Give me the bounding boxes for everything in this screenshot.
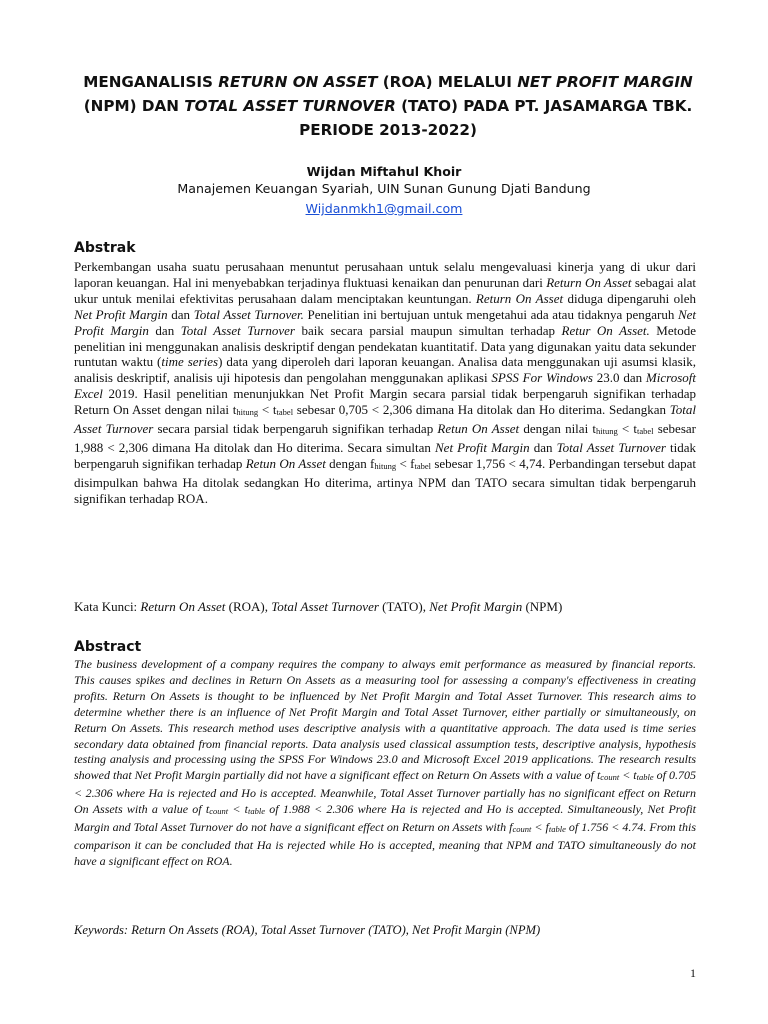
page-number: 1 [690,966,696,980]
abstrak-heading: Abstrak [74,240,136,256]
abstract-heading: Abstract [74,639,142,655]
abstract-body: The business development of a company requires the company to always emit performance as measured by financial reports. This causes spikes and declines in Return On Assets as a measuring tool for assessing a company's effectiveness in creating profits. Return On Assets is thought to be influenced by Net Profit Margin and Total Asset Turnover. This research aims to determine whether there is an influence of Net Profit Margin and Total Asset Turnover, either partially or simultaneously, on Return On Assets. This research method uses descriptive analysis with a quantitative approach. The data used is time series secondary data obtained from financial reports. Data analysis used classical assumption tests, descriptive analysis, hypothesis testing analysis and processing using the SPSS For Windows 23.0 and Microsoft Excel 2019 applications. The research results showed that Net Profit Margin partially did not have a significant effect on Return On Assets with a value of tcount < ttable of 0.705 < 2.306 where Ha is rejected and Ho is accepted. Meanwhile, Total Asset Turnover partially has no significant effect on Return On Assets with a value of tcount < ttable of 1.988 < 2.306 where Ha is rejected and Ho is accepted. Simultaneously, Net Profit Margin and Total Asset Turnover do not have a significant effect on Return on Assets with fcount < ftable of 1.756 < 4.74. From this comparison it can be concluded that Ha is rejected while Ho is accepted, meaning that NPM and TATO simultaneously do not have a significant effect on ROA. [74,657,697,868]
kata-kunci: Kata Kunci: Return On Asset (ROA), Total Asset Turnover (TATO), Net Profit Margin (NPM) [74,599,563,614]
abstrak-body: Perkembangan usaha suatu perusahaan menuntut perusahaan untuk selalu mengevaluasi kinerja yang di ukur dari laporan keuangan. Hal ini menyebabkan terjadinya fluktuasi kenaikan dan penurunan dari Return On Asset sebagai alat ukur untuk menilai efektivitas perusahaan dalam menciptakan keuntungan. Return On Asset diduga dipengaruhi oleh Net Profit Margin dan Total Asset Turnover. Penelitian ini bertujuan untuk mengetahui ada atau tidaknya pengaruh Net Profit Margin dan Total Asset Turnover baik secara parsial maupun simultan terhadap Retur On Asset. Metode penelitian ini menggunakan analisis deskriptif dengan pendekatan kuantitatif. Data yang digunakan yaitu data sekunder runtutan waktu (time series) data yang diperoleh dari laporan keuangan. Analisa data menggunakan uji asumsi klasik, analisis deskriptif, analisis uji hipotesis dan pengolahan menggunakan aplikasi SPSS For Windows 23.0 dan Microsoft Excel 2019. Hasil penelitian menunjukkan Net Profit Margin secara parsial tidak berpengaruh signifikan terhadap Return On Asset dengan nilai thitung < ttabel sebesar 0,705 < 2,306 dimana Ha ditolak dan Ho diterima. Sedangkan Total Asset Turnover secara parsial tidak berpengaruh signifikan terhadap Retun On Asset dengan nilai thitung < ttabel sebesar 1,988 < 2,306 dimana Ha ditolak dan Ho diterima. Secara simultan Net Profit Margin dan Total Asset Turnover tidak berpengaruh signifikan terhadap Retun On Asset dengan fhitung < ftabel sebesar 1,756 < 4,74. Perbandingan tersebut dapat disimpulkan bahwa Ha ditolak sedangkan Ho diterima, artinya NPM dan TATO secara simultan tidak berpengaruh signifikan terhadap ROA. [74,259,697,506]
author-email-link[interactable]: Wijdanmkh1@gmail.com [305,201,463,216]
author-affiliation: Manajemen Keuangan Syariah, UIN Sunan Gunung Djati Bandung [177,181,591,196]
author-name: Wijdan Miftahul Khoir [306,164,462,179]
paper-title: MENGANALISIS RETURN ON ASSET (ROA) MELALUI NET PROFIT MARGIN (NPM) DAN TOTAL ASSET TURNOVER (TATO) PADA PT. JASAMARGA TBK. PERIODE 2013-2022) [83,73,693,139]
keywords: Keywords: Return On Assets (ROA), Total Asset Turnover (TATO), Net Profit Margin (NPM) [74,923,541,937]
